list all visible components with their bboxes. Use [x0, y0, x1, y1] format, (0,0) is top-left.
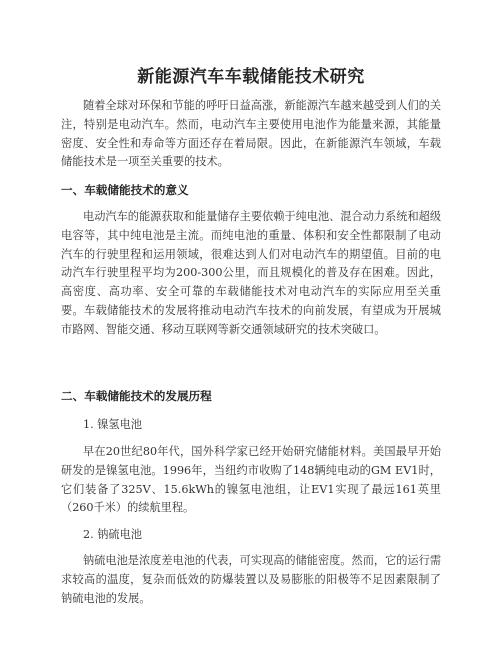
item2-label-block	[61, 526, 441, 542]
section1-heading: 一、车载储能技术的意义	[61, 183, 189, 197]
item1-label: 1. 镍氢电池	[83, 418, 142, 431]
section1-paragraph: 电动汽车的能源获取和能量储存主要依赖于纯电池、混合动力系统和超级电容等，其中纯电池是主流。而纯电池的重量、体积和安全性都限制了电动汽车的行驶里程和运用领域，很难达到人们对电动汽车的期望值。目前的电动汽车行驶里程平均为200-300公里，而且规模化的普及存在困难。因此，高密度、高功率、安全可靠的车载储能技术对电动汽车的实际应用至关重要。车载储能技术的发展将推动电动汽车技术的向前发展，有望成为开展城市路网、智能交通、移动互联网等新交通领域研究的技术突破口。	[61, 210, 442, 336]
item2-paragraph: 钠硫电池是浓度差电池的代表，可实现高的储能密度。然而，它的运行需求较高的温度，复杂而低效的防爆装置以及易膨胀的阳极等不足因素限制了钠硫电池的发展。	[61, 554, 442, 605]
item1-paragraph: 早在20世纪80年代，国外科学家已经开始研究储能材料。美国最早开始研发的是镍氢电池。1996年，当纽约市收购了148辆纯电动的GM EV1时，它们装备了325V、15.6kWh的镍氢电池组，让EV1实现了最远161英里（260千米）的续航里程。	[61, 445, 441, 515]
document-title: 新能源汽车车载储能技术研究	[137, 67, 365, 87]
item2-paragraph-block	[61, 552, 441, 608]
item2-label: 2. 钠硫电池	[83, 528, 142, 541]
item1-paragraph-block	[61, 443, 441, 518]
section2-heading-block	[61, 388, 441, 404]
section2-heading: 二、车载储能技术的发展历程	[61, 389, 212, 403]
intro-paragraph-block	[61, 97, 441, 172]
item1-label-block	[61, 416, 441, 432]
section1-heading-block	[61, 182, 441, 198]
section1-paragraph-block	[61, 208, 441, 340]
intro-paragraph: 随着全球对环保和节能的呼吁日益高涨，新能源汽车越来越受到人们的关注，特别是电动汽车。然而，电动汽车主要使用电池作为能量来源，其能量密度、安全性和寿命等方面还存在着局限。因此，在新能源汽车领域，车载储能技术是一项至关重要的技术。	[61, 99, 442, 169]
